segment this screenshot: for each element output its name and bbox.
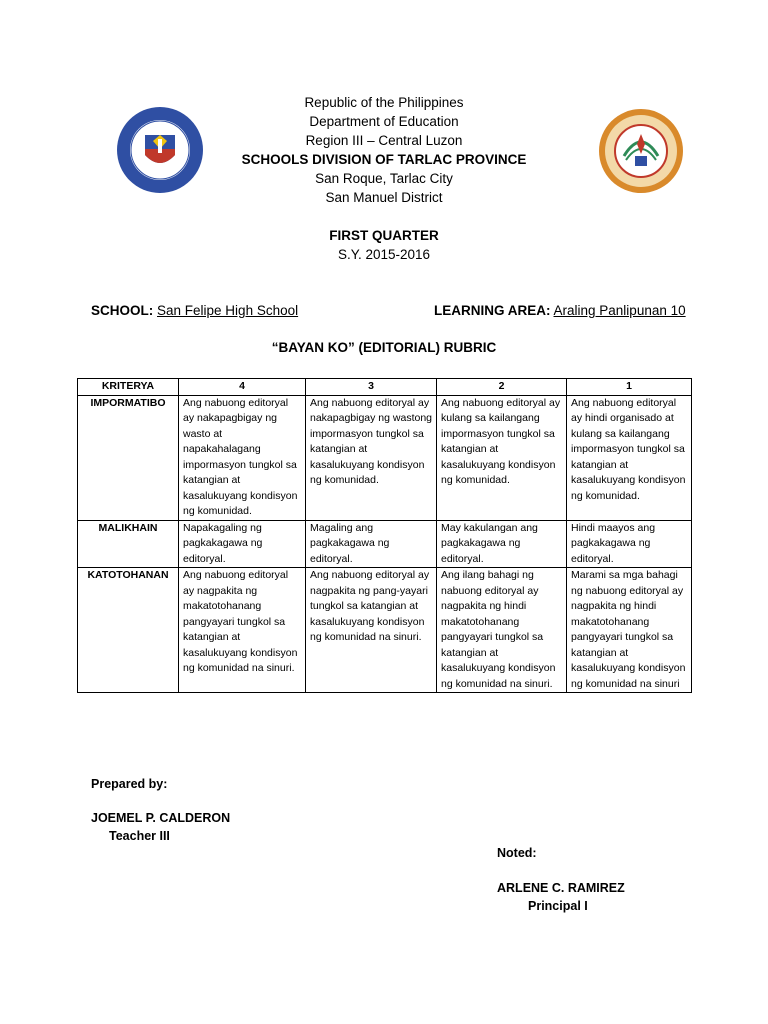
header-address: San Roque, Tarlac City [315, 171, 453, 186]
header-score-2: 2 [437, 379, 567, 396]
rubric-table [77, 378, 692, 693]
table-cell: Ang nabuong editoryal ay kulang sa kailangang impormasyon tungkol sa katangian at kasalukuyang kondisyon ng komunidad. [437, 395, 567, 520]
table-cell: Ang nabuong editoryal ay nakapagbigay ng wasto at napakahalagang impormasyon tungkol sa katangian at kasalukuyang kondisyon ng komunidad. [179, 395, 306, 520]
table-cell: May kakulangan ang pagkakagawa ng editoryal. [437, 520, 567, 568]
school-value: San Felipe High School [157, 303, 299, 318]
rubric-title: “BAYAN KO” (EDITORIAL) RUBRIC [271, 340, 497, 355]
noter-position: Principal I [528, 899, 588, 913]
header-division: SCHOOLS DIVISION OF TARLAC PROVINCE [241, 152, 527, 167]
table-header-row [78, 379, 692, 396]
table-cell: Ang nabuong editoryal ay nakapagbigay ng wastong impormasyon tungkol sa katangian at kasalukuyang kondisyon ng komunidad. [306, 395, 437, 520]
table-row [78, 520, 692, 568]
prepared-by-label: Prepared by: [91, 777, 168, 791]
learning-area-value: Araling Panlipunan 10 [553, 303, 686, 318]
table-cell: Ang nabuong editoryal ay nagpakita ng pang-yayari tungkol sa katangian at kasalukuyang kondisyon ng komunidad na sinuri. [306, 568, 437, 693]
table-cell: Napakagaling ng pagkakagawa ng editoryal. [179, 520, 306, 568]
table-row [78, 395, 692, 520]
criterion-cell: IMPORMATIBO [78, 395, 179, 520]
header-score-4: 4 [179, 379, 306, 396]
learning-area-label: LEARNING AREA: [434, 303, 551, 318]
header-score-3: 3 [306, 379, 437, 396]
criterion-cell: KATOTOHANAN [78, 568, 179, 693]
table-cell: Ang nabuong editoryal ay nagpakita ng makatotohanang pangyayari tungkol sa katangian at kasalukuyang kondisyon ng komunidad na sinuri. [179, 568, 306, 693]
header-department: Department of Education [309, 114, 459, 129]
school-label: SCHOOL: [91, 303, 154, 318]
table-cell: Hindi maayos ang pagkakagawa ng editoryal. [567, 520, 692, 568]
table-cell: Ang nabuong editoryal ay hindi organisado at kulang sa kailangang impormasyon tungkol sa katangian at kasalukuyang kondisyon ng komunidad. [567, 395, 692, 520]
criterion-cell: MALIKHAIN [78, 520, 179, 568]
preparer-position: Teacher III [109, 829, 170, 843]
header-criterion: KRITERYA [78, 379, 179, 396]
table-cell: Ang ilang bahagi ng nabuong editoryal ay nagpakita ng hindi makatotohanang pangyayari tungkol sa katangian at kasalukuyang kondisyon ng komunidad na sinuri. [437, 568, 567, 693]
header-district: San Manuel District [325, 190, 443, 205]
table-row [78, 568, 692, 693]
table-cell: Marami sa mga bahagi ng nabuong editoryal ay nagpakita ng hindi makatotohanang pangyayari tungkol sa katangian at kasalukuyang kondisyon ng komunidad na sinuri [567, 568, 692, 693]
quarter-label: FIRST QUARTER [329, 228, 439, 243]
quarter-block [0, 226, 768, 264]
header-republic: Republic of the Philippines [304, 95, 464, 110]
noted-label: Noted: [497, 846, 537, 860]
learning-area-field [434, 302, 686, 320]
preparer-name: JOEMEL P. CALDERON [91, 811, 231, 825]
header-score-1: 1 [567, 379, 692, 396]
table-cell: Magaling ang pagkakagawa ng editoryal. [306, 520, 437, 568]
header-region: Region III – Central Luzon [305, 133, 463, 148]
school-year: S.Y. 2015-2016 [337, 247, 431, 262]
noter-name: ARLENE C. RAMIREZ [497, 881, 625, 895]
school-field [91, 302, 298, 320]
document-header [0, 93, 768, 207]
